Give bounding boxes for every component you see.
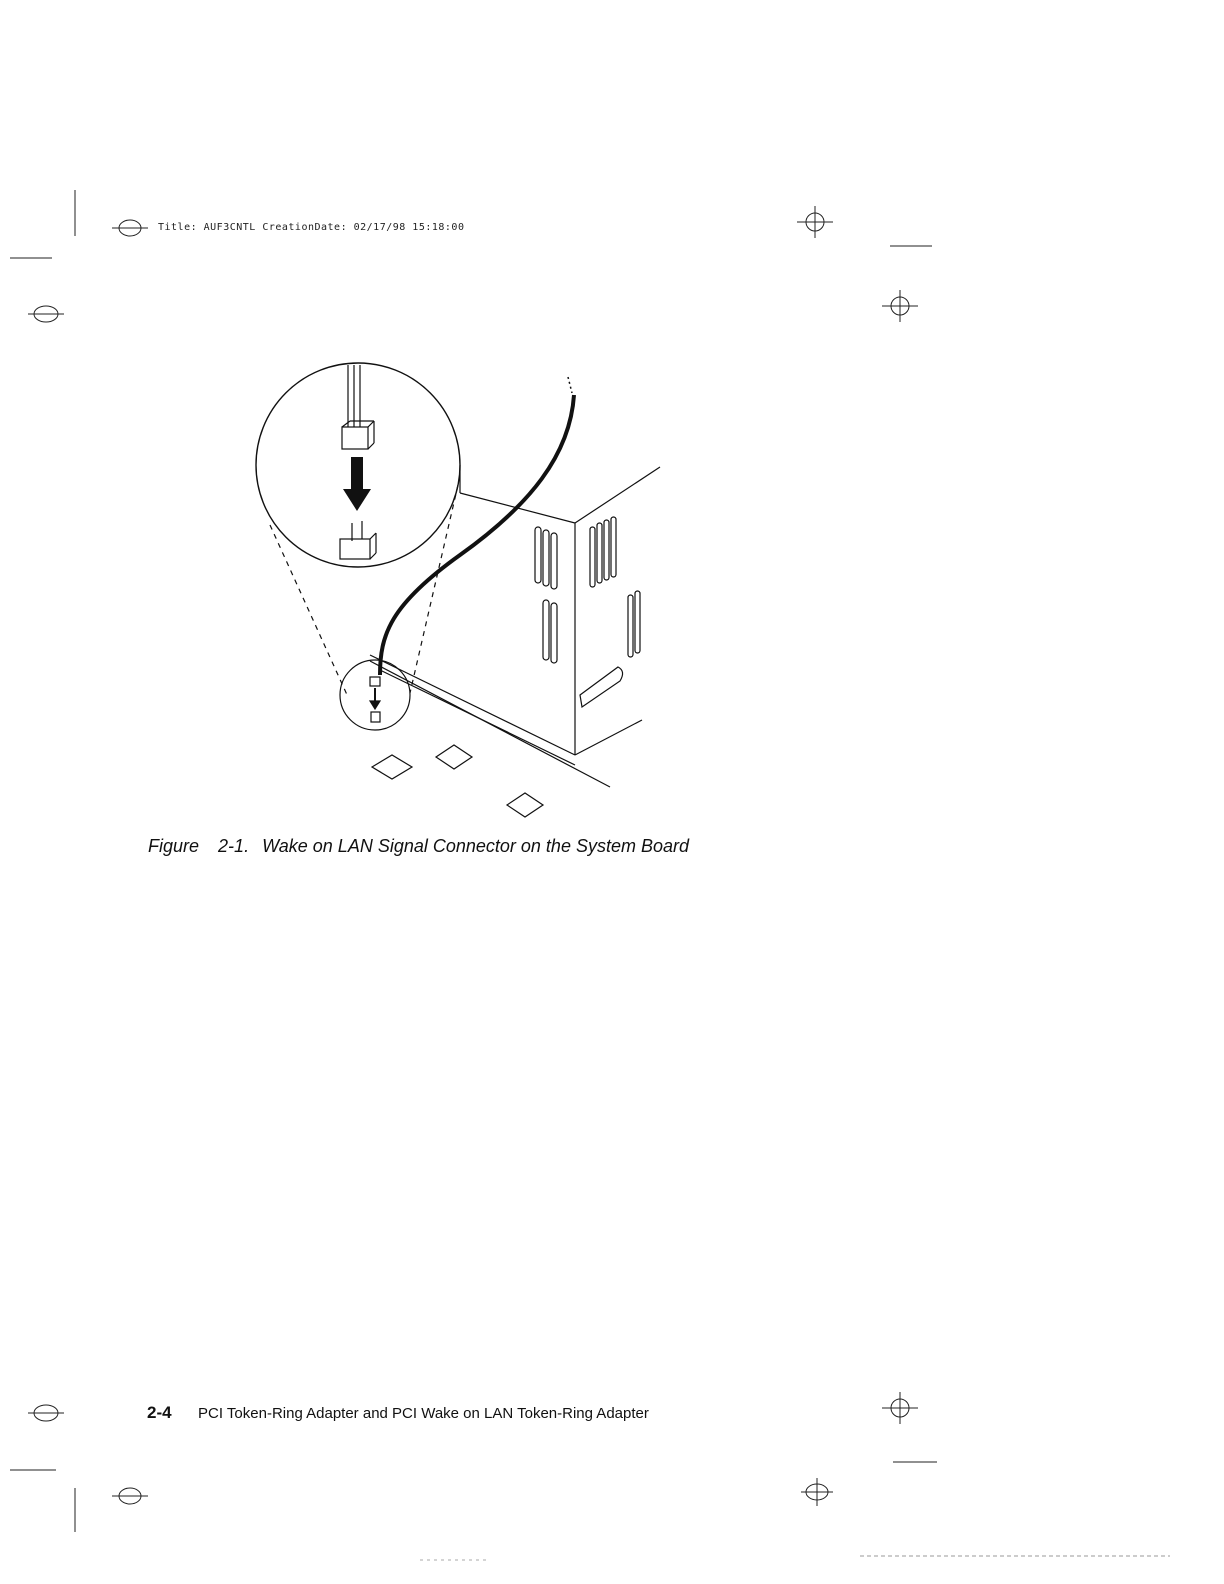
registration-target-icon [882, 290, 918, 322]
registration-target-icon [28, 1405, 64, 1421]
registration-target-icon [28, 306, 64, 322]
plug-icon [342, 427, 368, 449]
registration-target-icon [112, 220, 148, 236]
registration-target-icon [797, 206, 833, 238]
creation-stamp: Title: AUF3CNTL CreationDate: 02/17/98 15:18:00 [158, 222, 465, 233]
wol-cable [380, 395, 574, 675]
down-arrow-icon [343, 489, 371, 511]
registration-target-icon [112, 1488, 148, 1504]
figure-number: 2-1. [218, 836, 250, 856]
board-component [436, 745, 472, 769]
figure-caption-text: Wake on LAN Signal Connector on the System Board [262, 836, 689, 856]
page-footer [147, 1403, 649, 1423]
figure-label: Figure [148, 836, 200, 856]
computer-chassis [370, 465, 660, 787]
wake-on-lan-connector-illustration [240, 355, 680, 825]
page-number: 2-4 [147, 1403, 172, 1422]
board-component [372, 755, 412, 779]
registration-target-icon [882, 1392, 918, 1424]
registration-target-icon [801, 1478, 833, 1506]
board-component [507, 793, 543, 817]
figure-caption [148, 836, 689, 857]
pin-header-icon [340, 539, 370, 559]
book-title: PCI Token-Ring Adapter and PCI Wake on LAN Token-Ring Adapter [198, 1405, 649, 1422]
